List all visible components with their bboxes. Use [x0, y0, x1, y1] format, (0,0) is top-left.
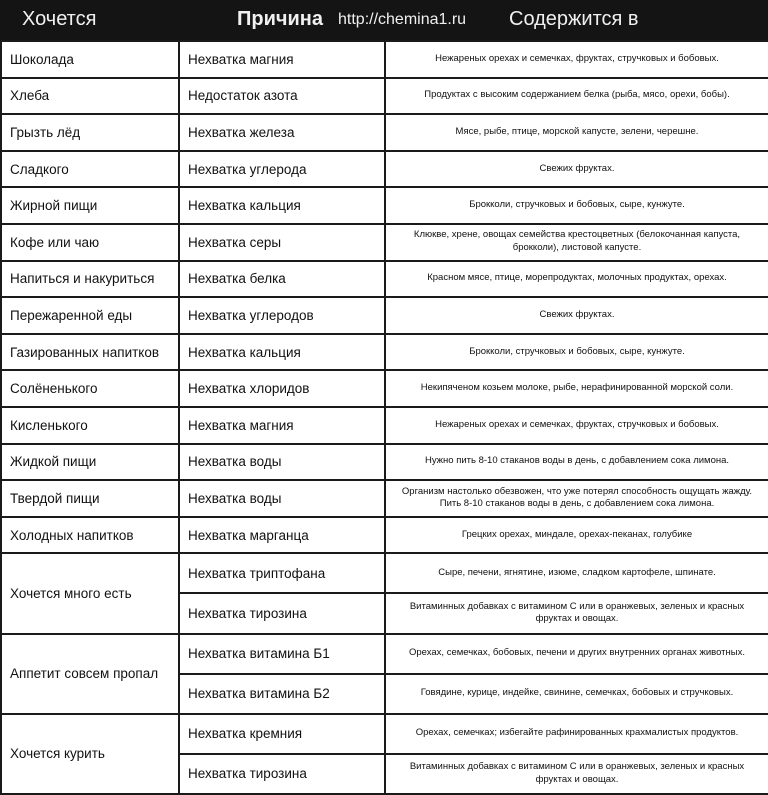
table-row	[1, 261, 768, 298]
contains-cell: Свежих фруктах.	[385, 297, 768, 334]
want-cell: Пережаренной еды	[1, 297, 179, 334]
header-want: Хочется	[22, 8, 97, 30]
contains-cell: Свежих фруктах.	[385, 151, 768, 188]
contains-cell: Организм настолько обезвожен, что уже потерял способность ощущать жажду. Пить 8-10 стаканов воды в день, с добавлением сока лимона.	[385, 480, 768, 517]
table-row	[1, 553, 768, 593]
table-row	[1, 407, 768, 444]
reason-cell: Нехватка триптофана	[179, 553, 385, 593]
reason-cell: Нехватка магния	[179, 407, 385, 444]
reason-cell: Нехватка железа	[179, 114, 385, 151]
table-row	[1, 297, 768, 334]
want-cell: Грызть лёд	[1, 114, 179, 151]
table-header	[0, 0, 768, 40]
contains-cell: Красном мясе, птице, морепродуктах, молочных продуктах, орехах.	[385, 261, 768, 298]
want-cell: Аппетит совсем пропал	[1, 634, 179, 714]
table-row	[1, 187, 768, 224]
table-row	[1, 634, 768, 674]
table-row	[1, 151, 768, 188]
table-body	[1, 41, 768, 794]
table-row	[1, 517, 768, 554]
contains-cell: Некипяченом козьем молоке, рыбе, нерафинированной морской соли.	[385, 370, 768, 407]
contains-cell: Нежареных орехах и семечках, фруктах, стручковых и бобовых.	[385, 407, 768, 444]
contains-cell: Орехах, семечках; избегайте рафинированных крахмалистых продуктов.	[385, 714, 768, 754]
contains-cell: Нужно пить 8-10 стаканов воды в день, с добавлением сока лимона.	[385, 444, 768, 481]
want-cell: Хочется курить	[1, 714, 179, 794]
table-row	[1, 78, 768, 115]
want-cell: Жирной пищи	[1, 187, 179, 224]
contains-cell: Сыре, печени, ягнятине, изюме, сладком картофеле, шпинате.	[385, 553, 768, 593]
want-cell: Газированных напитков	[1, 334, 179, 371]
want-cell: Холодных напитков	[1, 517, 179, 554]
reason-cell: Нехватка витамина Б2	[179, 674, 385, 714]
reason-cell: Нехватка серы	[179, 224, 385, 261]
reason-cell: Недостаток азота	[179, 78, 385, 115]
table-row	[1, 114, 768, 151]
want-cell: Сладкого	[1, 151, 179, 188]
reason-cell: Нехватка воды	[179, 480, 385, 517]
reason-cell: Нехватка кальция	[179, 187, 385, 224]
contains-cell: Брокколи, стручковых и бобовых, сыре, кунжуте.	[385, 187, 768, 224]
table-row	[1, 714, 768, 754]
table-row	[1, 480, 768, 517]
header-url: http://chemina1.ru	[338, 11, 467, 28]
want-cell: Кисленького	[1, 407, 179, 444]
want-cell: Шоколада	[1, 41, 179, 78]
table-row	[1, 224, 768, 261]
reason-cell: Нехватка марганца	[179, 517, 385, 554]
table-row	[1, 370, 768, 407]
contains-cell: Брокколи, стручковых и бобовых, сыре, кунжуте.	[385, 334, 768, 371]
contains-cell: Говядине, курице, индейке, свинине, семечках, бобовых и стручковых.	[385, 674, 768, 714]
reason-cell: Нехватка тирозина	[179, 754, 385, 794]
header-reason: Причина	[237, 8, 323, 30]
reason-cell: Нехватка хлоридов	[179, 370, 385, 407]
contains-cell: Витаминных добавках с витамином С или в оранжевых, зеленых и красных фруктах и овощах.	[385, 593, 768, 633]
contains-cell: Грецких орехах, миндале, орехах-пеканах, голубике	[385, 517, 768, 554]
contains-cell: Нежареных орехах и семечках, фруктах, стручковых и бобовых.	[385, 41, 768, 78]
reason-cell: Нехватка белка	[179, 261, 385, 298]
want-cell: Хлеба	[1, 78, 179, 115]
table-row	[1, 444, 768, 481]
reason-cell: Нехватка углеродов	[179, 297, 385, 334]
reason-cell: Нехватка магния	[179, 41, 385, 78]
reason-cell: Нехватка воды	[179, 444, 385, 481]
reason-cell: Нехватка тирозина	[179, 593, 385, 633]
want-cell: Кофе или чаю	[1, 224, 179, 261]
reason-cell: Нехватка кремния	[179, 714, 385, 754]
contains-cell: Клюкве, хрене, овощах семейства крестоцветных (белокочанная капуста, брокколи), листовой капусте.	[385, 224, 768, 261]
table-row	[1, 334, 768, 371]
header-contains: Содержится в	[509, 8, 639, 30]
contains-cell: Орехах, семечках, бобовых, печени и других внутренних органах животных.	[385, 634, 768, 674]
contains-cell: Продуктах с высоким содержанием белка (рыба, мясо, орехи, бобы).	[385, 78, 768, 115]
reason-cell: Нехватка углерода	[179, 151, 385, 188]
cravings-table	[0, 40, 768, 795]
reason-cell: Нехватка кальция	[179, 334, 385, 371]
want-cell: Солёненького	[1, 370, 179, 407]
want-cell: Твердой пищи	[1, 480, 179, 517]
want-cell: Напиться и накуриться	[1, 261, 179, 298]
want-cell: Жидкой пищи	[1, 444, 179, 481]
contains-cell: Мясе, рыбе, птице, морской капусте, зелени, черешне.	[385, 114, 768, 151]
reason-cell: Нехватка витамина Б1	[179, 634, 385, 674]
contains-cell: Витаминных добавках с витамином С или в оранжевых, зеленых и красных фруктах и овощах.	[385, 754, 768, 794]
table-row	[1, 41, 768, 78]
want-cell: Хочется много есть	[1, 553, 179, 633]
